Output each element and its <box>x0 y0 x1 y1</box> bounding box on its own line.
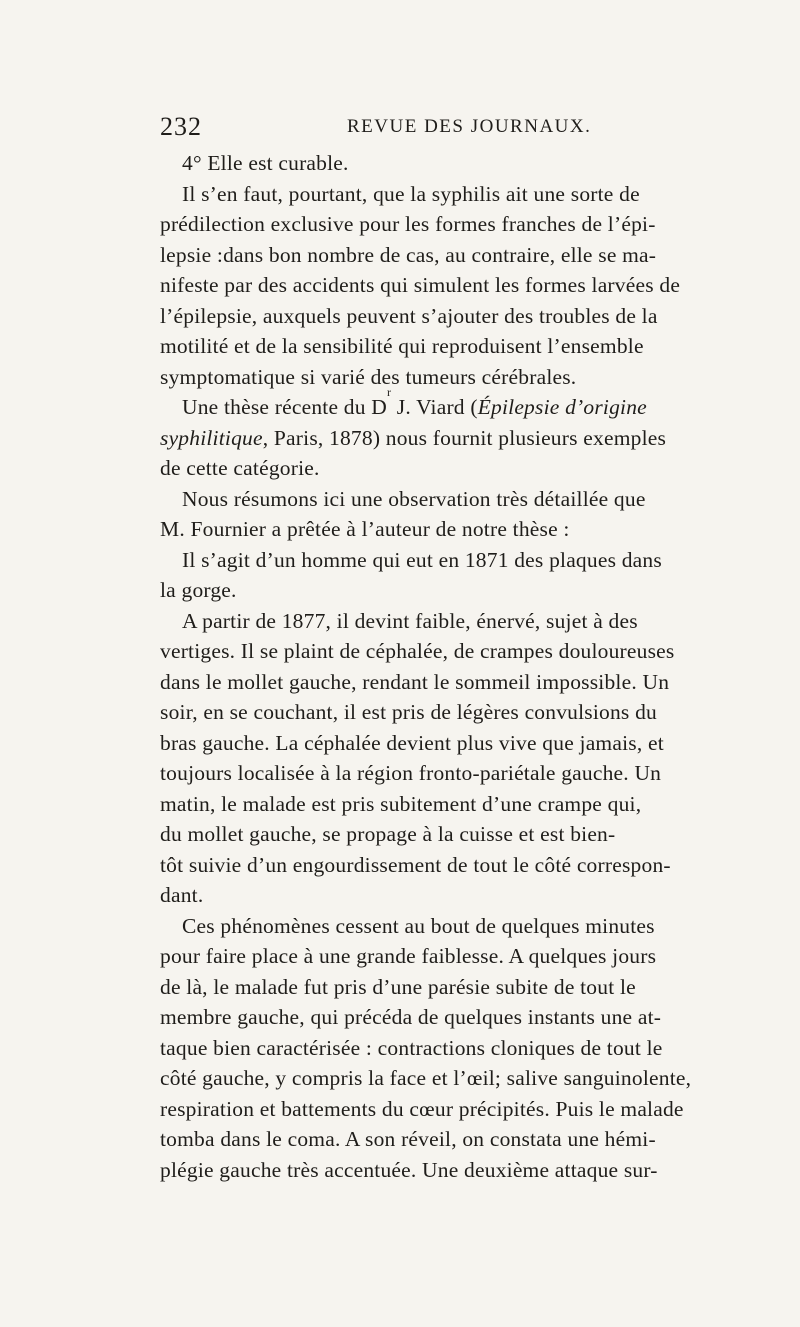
text-line: tomba dans le coma. A son réveil, on constata une hémi- <box>160 1127 656 1151</box>
superscript: r <box>386 385 392 399</box>
text-line: plégie gauche très accentuée. Une deuxième attaque sur- <box>160 1157 658 1182</box>
text-line: nifeste par des accidents qui simulent les formes larvées de <box>160 273 681 297</box>
text-line: M. Fournier a prêtée à l’auteur de notre thèse : <box>160 517 570 541</box>
page-number: 232 <box>160 112 202 141</box>
text-line: syphilitique , Paris, 1878) nous fournit plusieurs exemples <box>160 423 730 454</box>
text-line: toujours localisée à la région fronto-pariétale gauche. Un <box>160 761 662 785</box>
text-line: tôt suivie d’un engourdissement de tout le côté correspon- <box>160 852 671 877</box>
text-line: membre gauche, qui précéda de quelques instants une at- <box>160 1005 662 1029</box>
running-head: REVUE DES JOURNAUX. <box>347 116 592 137</box>
body-text <box>160 148 730 1185</box>
text-line: prédilection exclusive pour les formes franches de l’épi- <box>160 212 656 236</box>
page-header <box>160 112 730 144</box>
text-line: l’épilepsie, auxquels peuvent s’ajouter des troubles de la <box>160 303 658 328</box>
text-line: soir, en se couchant, il est pris de légères convulsions du <box>160 700 657 724</box>
text-line: dant. <box>160 883 204 907</box>
text-line: Ces phénomènes cessent au bout de quelques minutes <box>182 913 655 938</box>
text-line: A partir de 1877, il devint faible, énervé, sujet à des <box>182 608 638 633</box>
text-line: motilité et de la sensibilité qui reproduisent l’ensemble <box>160 334 644 358</box>
thesis-title: Épilepsie d’origine <box>477 395 647 419</box>
text-line: de cette catégorie. <box>160 456 320 480</box>
text-line: la gorge. <box>160 578 237 602</box>
text-line: 4° Elle est curable. <box>182 151 349 175</box>
text-line: Nous résumons ici une observation très détaillée que <box>182 486 646 511</box>
text-line: de là, le malade fut pris d’une parésie subite de tout le <box>160 974 636 999</box>
text-line: côté gauche, y compris la face et l’œil; salive sanguinolente, <box>160 1066 692 1090</box>
text-line: pour faire place à une grande faiblesse. A quelques jours <box>160 944 657 968</box>
text-line: Il s’en faut, pourtant, que la syphilis ait une sorte de <box>182 181 640 206</box>
text-line: Une thèse récente du D r J. Viard ( Épilepsie d’origine <box>160 392 730 423</box>
text-line: respiration et battements du cœur précipités. Puis le malade <box>160 1096 684 1121</box>
text-line: bras gauche. La céphalée devient plus vive que jamais, et <box>160 730 664 755</box>
thesis-title-cont: syphilitique <box>160 425 263 450</box>
text-line: taque bien caractérisée : contractions cloniques de tout le <box>160 1035 663 1060</box>
text-line: symptomatique si varié des tumeurs cérébrales. <box>160 364 577 389</box>
text-line: lepsie :dans bon nombre de cas, au contraire, elle se ma- <box>160 242 657 267</box>
text-line: Il s’agit d’un homme qui eut en 1871 des plaques dans <box>182 547 662 572</box>
text-line: du mollet gauche, se propage à la cuisse et est bien- <box>160 822 616 846</box>
text-line: dans le mollet gauche, rendant le sommeil impossible. Un <box>160 669 670 694</box>
text-line: matin, le malade est pris subitement d’une crampe qui, <box>160 791 642 816</box>
text-line: vertiges. Il se plaint de céphalée, de crampes douloureuses <box>160 639 675 663</box>
